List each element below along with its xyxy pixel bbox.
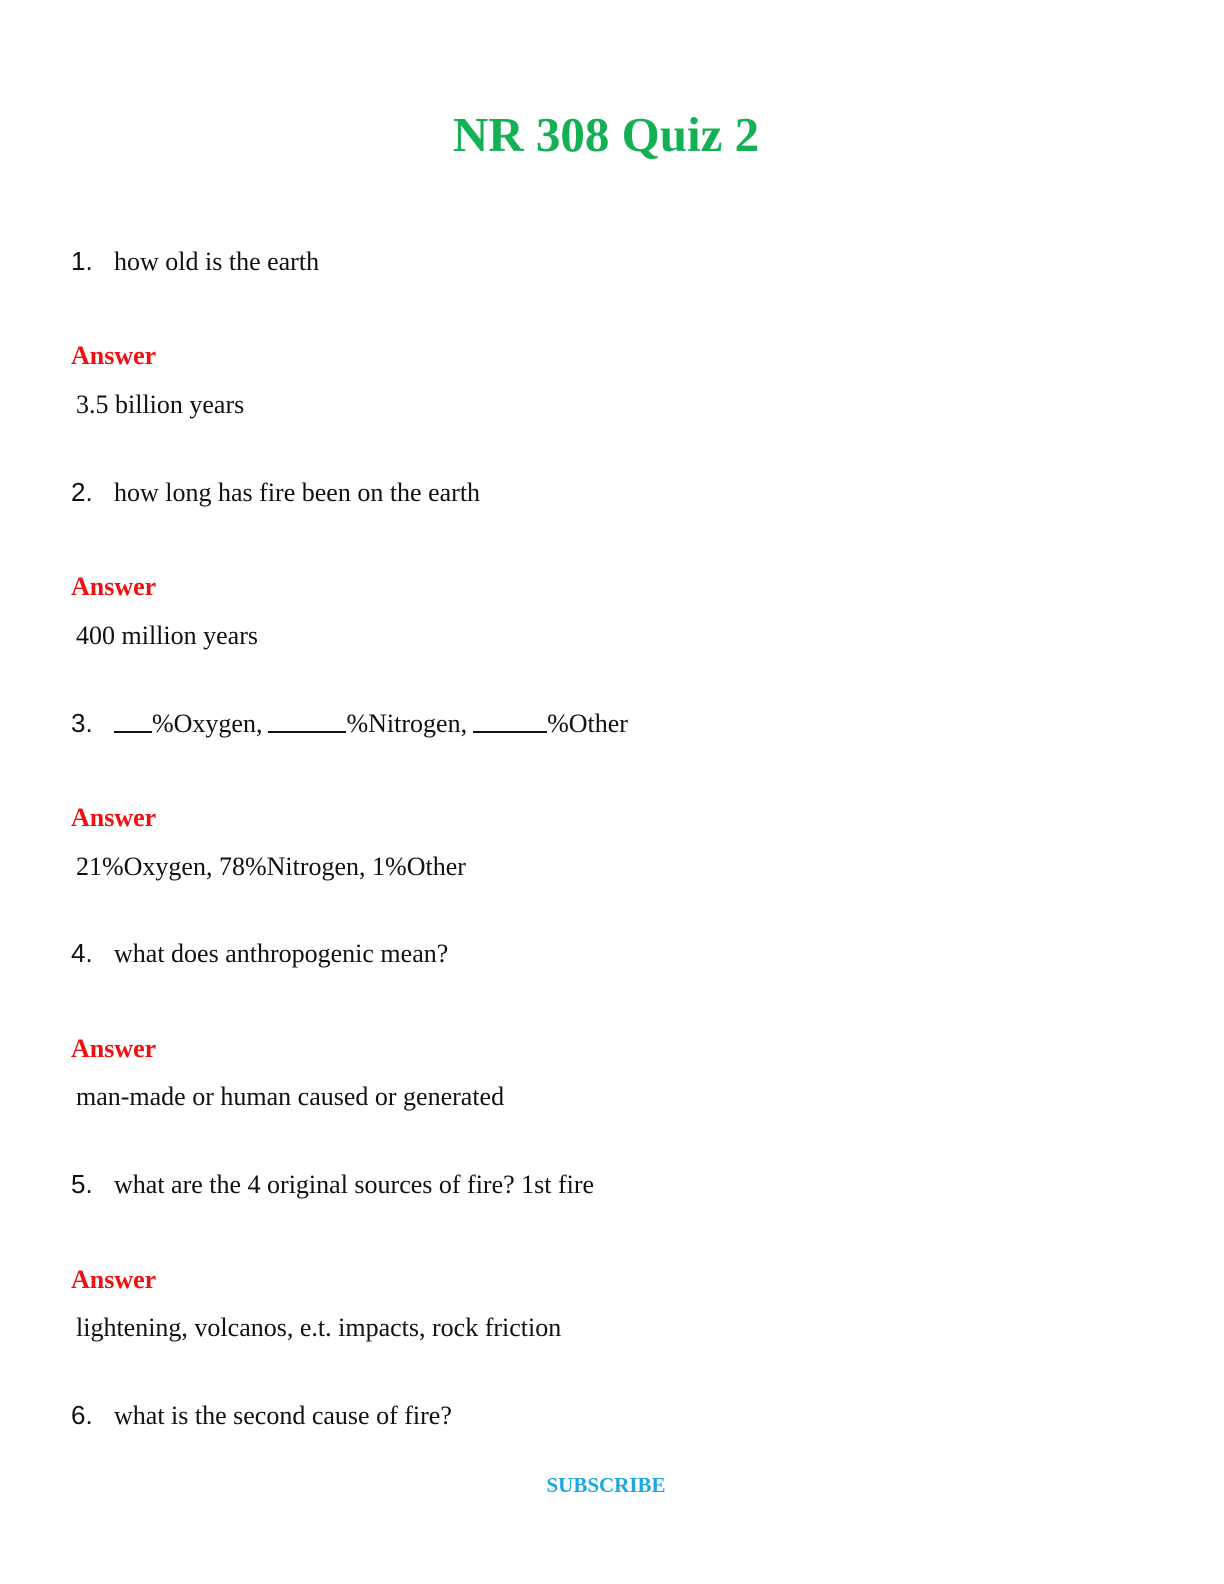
question-part-oxygen: %Oxygen, [152, 709, 263, 738]
question-number: 2. [71, 477, 93, 507]
answer-text: man-made or human caused or generated [76, 1082, 505, 1111]
question-number: 3. [71, 708, 93, 738]
answer-label: Answer [71, 1265, 157, 1294]
answer-text: 3.5 billion years [76, 390, 245, 419]
fill-in-blank [114, 707, 152, 733]
fill-in-blank [473, 707, 547, 733]
answer-text: 400 million years [76, 621, 258, 650]
answer-label: Answer [71, 1034, 157, 1063]
question-part-nitrogen: %Nitrogen, [346, 709, 468, 738]
question-4 [71, 933, 448, 973]
subscribe-link[interactable]: SUBSCRIBE [546, 1473, 666, 1497]
page-title: NR 308 Quiz 2 [452, 107, 760, 162]
question-text: what does anthropogenic mean? [114, 939, 449, 968]
question-6 [71, 1395, 452, 1435]
question-number: 4. [71, 938, 93, 968]
question-3 [71, 703, 628, 743]
answer-text: lightening, volcanos, e.t. impacts, rock friction [76, 1313, 562, 1342]
question-text: how old is the earth [114, 247, 320, 276]
question-5 [71, 1164, 594, 1204]
question-text: how long has fire been on the earth [114, 478, 481, 507]
question-number: 6. [71, 1400, 93, 1430]
question-text: what is the second cause of fire? [114, 1401, 452, 1430]
answer-label: Answer [71, 341, 157, 370]
answer-text: 21%Oxygen, 78%Nitrogen, 1%Other [76, 852, 466, 881]
question-part-other: %Other [547, 709, 628, 738]
answer-label: Answer [71, 803, 157, 832]
question-number: 5. [71, 1169, 93, 1199]
answer-label: Answer [71, 572, 157, 601]
question-1 [71, 241, 319, 281]
question-2 [71, 472, 480, 512]
fill-in-blank [268, 707, 346, 733]
question-number: 1. [71, 246, 93, 276]
question-text: what are the 4 original sources of fire? 1st fire [114, 1170, 595, 1199]
